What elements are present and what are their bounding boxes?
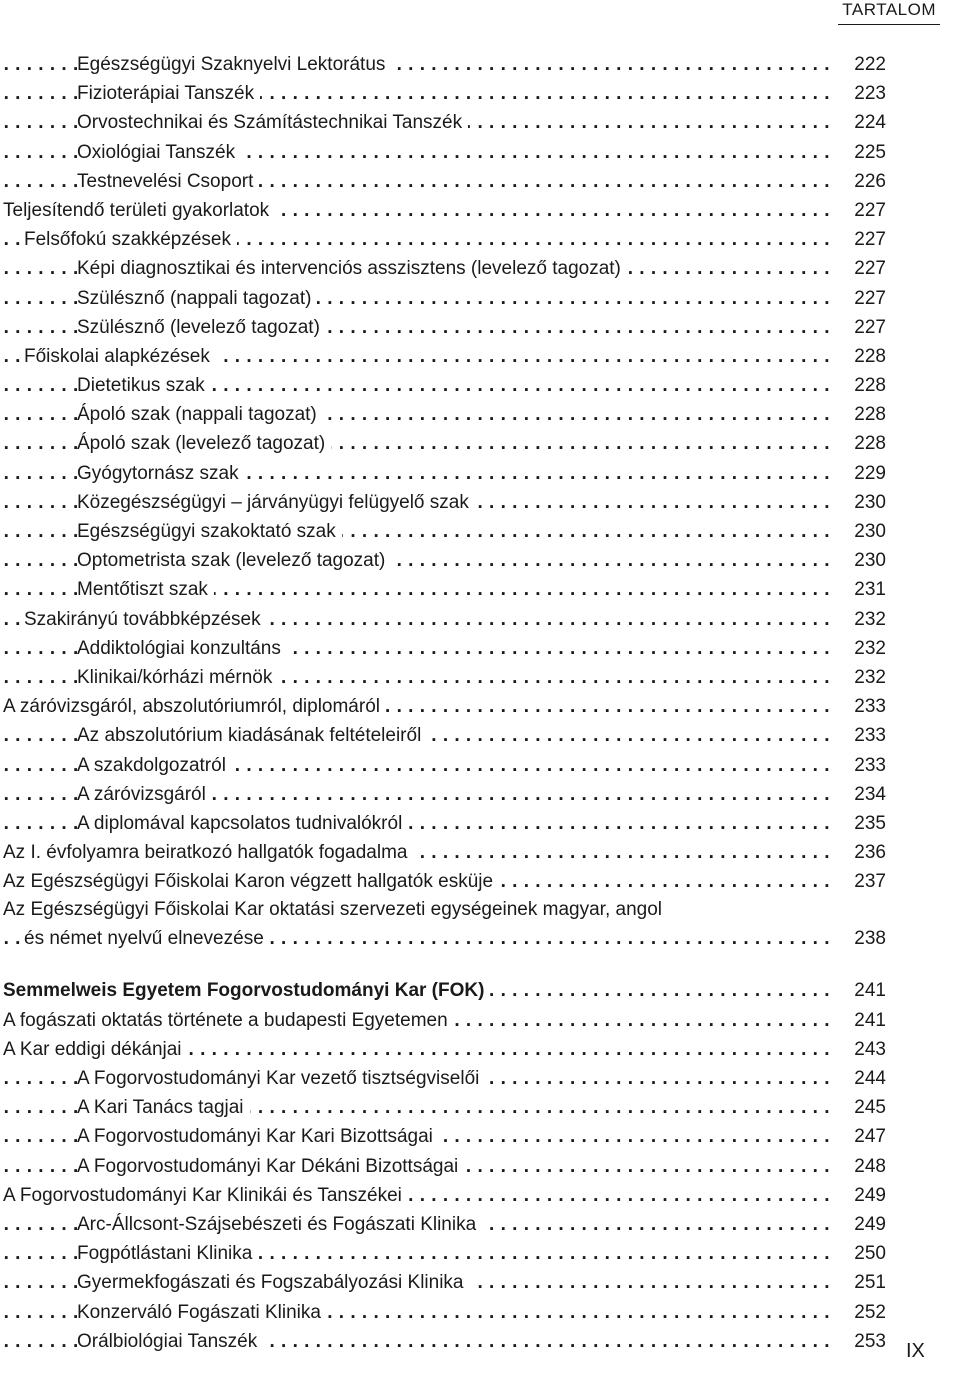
toc-entry-page: 232 [854,608,886,630]
toc-entry-label: Teljesítendő területi gyakorlatok [3,200,275,221]
dot-leader [0,429,830,458]
toc-entry-label: Orálbiológiai Tanszék [77,1331,263,1352]
toc-entry-page: 227 [854,287,886,309]
toc-entry-page: 223 [854,83,886,105]
toc-entry-page: 237 [854,871,886,893]
toc-entry[interactable] [0,488,886,517]
toc-entry-page: 231 [854,579,886,601]
toc-entry[interactable] [0,692,886,721]
dot-leader [0,1035,830,1064]
dot-leader [0,924,830,953]
toc-entry-label: A diplomával kapcsolatos tudnivalókról [77,813,408,834]
toc-entry-label: Addiktológiai konzultáns [77,638,287,659]
dot-leader [0,284,830,313]
dot-leader [0,575,830,604]
toc-entry-page: 222 [854,54,886,75]
toc-entry[interactable] [0,429,886,458]
toc-entry-page: 230 [854,521,886,542]
toc-entry-label: Az abszolutórium kiadásának feltételeiről [77,725,427,746]
toc-entry-label: Szülésznő (levelező tagozat) [77,317,326,338]
toc-entry-label: A Kari Tanács tagjai [77,1097,250,1118]
toc-entry-label: Az Egészségügyi Főiskolai Karon végzett hallgatók esküje [3,871,499,892]
toc-entry-page: 230 [854,550,886,572]
toc-entry[interactable] [0,751,886,780]
dot-leader [0,79,830,108]
toc-entry-label: Dietetikus szak [77,375,211,396]
dot-leader [0,1210,830,1239]
toc-entry-label: Konzerváló Fogászati Klinika [77,1302,327,1323]
toc-entry-page: 227 [854,229,886,251]
dot-leader [0,371,830,400]
toc-entry-label: Egészségügyi szakoktató szak [77,521,342,542]
dot-leader [0,751,830,780]
toc-entry-page: 236 [854,842,886,864]
toc-entry[interactable] [0,1181,886,1210]
toc-entry-page: 230 [854,491,886,513]
toc-entry[interactable] [0,459,886,488]
toc-entry-page: 241 [854,980,886,1002]
toc-entry-page: 227 [854,199,886,221]
dot-leader [0,1064,830,1093]
toc-entry-label: Testnevelési Csoport [77,171,259,192]
toc-entry-page: 234 [854,783,886,805]
toc-entry-multiline[interactable] [0,896,886,952]
toc-entry[interactable] [0,371,886,400]
dot-leader [0,108,830,137]
toc-entry-label: Orvostechnikai és Számítástechnikai Tanszék [77,112,468,133]
toc-entry[interactable] [0,976,886,1005]
dot-leader [0,663,830,692]
toc-entry-label: A szakdolgozatról [77,755,232,776]
toc-entry-label: A Fogorvostudományi Kar Kari Bizottságai [77,1126,439,1147]
toc-entry-label: A Fogorvostudományi Kar Klinikái és Tanszékei [3,1185,408,1206]
toc-entry-label: Oxiológiai Tanszék [77,142,241,163]
toc-entry[interactable] [0,79,886,108]
toc-entry-label: Fogpótlástani Klinika [77,1243,258,1264]
toc-entry[interactable] [0,809,886,838]
dot-leader [0,488,830,517]
dot-leader [0,1268,830,1297]
toc-entry-page: 224 [854,112,886,134]
toc-entry-page: 247 [854,1126,886,1148]
toc-entry[interactable] [0,225,886,254]
toc-entry[interactable] [0,50,886,79]
toc-entry-page: 228 [854,404,886,426]
dot-leader [0,225,830,254]
toc-entry[interactable] [0,546,886,575]
toc-entry[interactable] [0,575,886,604]
toc-entry-label: A záróvizsgáról [77,784,212,805]
dot-leader [0,1181,830,1210]
toc-entry-label: Arc-Állcsont-Szájsebészeti és Fogászati Klinika [77,1214,482,1235]
toc-entry-label: Klinikai/kórházi mérnök [77,667,278,688]
toc-entry[interactable] [0,1152,886,1181]
dot-leader [0,167,830,196]
dot-leader [0,867,830,896]
toc-entry[interactable] [0,254,886,283]
toc-entry[interactable] [0,867,886,896]
toc-entry-page: 226 [854,170,886,192]
toc-entry-label: Gyermekfogászati és Fogszabályozási Klinika [77,1272,470,1293]
toc-entry-page: 225 [854,141,886,163]
toc-entry-page: 250 [854,1243,886,1265]
dot-leader [0,1152,830,1181]
toc-entry-label: Egészségügyi Szaknyelvi Lektorátus [77,54,391,75]
toc-entry-page: 233 [854,725,886,747]
toc-entry[interactable] [0,108,886,137]
toc-entry[interactable] [0,1239,886,1268]
dot-leader [0,517,830,546]
table-of-contents [0,50,886,1356]
toc-entry-label: A Fogorvostudományi Kar Dékáni Bizottságai [77,1156,464,1177]
page-number: IX [906,1340,925,1362]
toc-entry-label: Szakirányú továbbképzések [24,609,267,630]
dot-leader [0,1239,830,1268]
toc-entry[interactable] [0,721,886,750]
toc-group-2 [0,976,886,1355]
toc-entry-page: 238 [854,928,886,950]
toc-entry[interactable] [0,1093,886,1122]
toc-entry[interactable] [0,342,886,371]
toc-group-1 [0,50,886,896]
toc-entry[interactable] [0,1298,886,1327]
toc-entry[interactable] [0,663,886,692]
toc-entry-label: A záróvizsgáról, abszolutóriumról, diplomáról [3,696,386,717]
dot-leader [0,838,830,867]
toc-entry-label: Optometrista szak (levelező tagozat) [77,550,391,571]
toc-entry[interactable] [0,1122,886,1151]
dot-leader [0,1093,830,1122]
toc-entry-label: Fizioterápiai Tanszék [77,83,260,104]
toc-entry-page: 243 [854,1038,886,1060]
toc-entry-label-line1: Az Egészségügyi Főiskolai Kar oktatási szervezeti egységeinek magyar, angol [3,899,663,921]
toc-entry[interactable] [0,1268,886,1297]
toc-entry[interactable] [0,605,886,634]
toc-entry-label: Az I. évfolyamra beiratkozó hallgatók fogadalma [3,842,414,863]
toc-entry-page: 244 [854,1068,886,1089]
toc-entry[interactable] [0,400,886,429]
toc-entry-page: 233 [854,696,886,718]
toc-entry[interactable] [0,196,886,225]
dot-leader [0,692,830,721]
toc-entry-label: Felsőfokú szakképzések [24,229,237,250]
dot-leader [0,138,830,167]
dot-leader [0,634,830,663]
dot-leader [0,1006,830,1035]
toc-entry-page: 228 [854,345,886,367]
dot-leader [0,605,830,634]
toc-entry[interactable] [0,780,886,809]
toc-entry[interactable] [0,1210,886,1239]
toc-entry-page: 249 [854,1213,886,1235]
section-tag: TARTALOM [838,0,940,25]
toc-entry-page: 252 [854,1301,886,1323]
toc-entry-page: 227 [854,258,886,280]
toc-entry[interactable] [0,838,886,867]
toc-entry[interactable] [0,1327,886,1356]
toc-entry-page: 232 [854,666,886,688]
toc-entry[interactable] [0,634,886,663]
toc-entry-page: 249 [854,1184,886,1206]
dot-leader [0,50,830,79]
dot-leader [0,546,830,575]
toc-entry-page: 241 [854,1009,886,1031]
toc-entry-page: 229 [854,462,886,484]
toc-entry-page: 228 [854,375,886,397]
toc-entry[interactable] [0,1006,886,1035]
dot-leader [0,196,830,225]
toc-entry-label: Ápoló szak (levelező tagozat) [77,433,331,454]
dot-leader [0,976,830,1005]
toc-entry[interactable] [0,284,886,313]
toc-entry-page: 235 [854,812,886,834]
section-spacer [0,952,886,976]
toc-entry-page: 245 [854,1097,886,1119]
dot-leader [0,1298,830,1327]
toc-entry[interactable] [0,138,886,167]
toc-entry[interactable] [0,313,886,342]
dot-leader [0,313,830,342]
toc-entry-label-line2: és német nyelvű elnevezése [24,928,270,949]
toc-entry[interactable] [0,167,886,196]
dot-leader [0,254,830,283]
toc-entry-label: Szülésznő (nappali tagozat) [77,288,317,309]
dot-leader [0,1327,830,1356]
toc-entry-label: Ápoló szak (nappali tagozat) [77,404,323,425]
toc-entry-label: Képi diagnosztikai és intervenciós asszisztens (levelező tagozat) [77,258,627,279]
toc-entry-label: A Fogorvostudományi Kar vezető tisztségviselői [77,1068,485,1089]
dot-leader [0,721,830,750]
toc-entry-label: Főiskolai alapkézések [24,346,216,367]
toc-entry-page: 227 [854,316,886,338]
toc-entry-label: Gyógytornász szak [77,463,245,484]
toc-entry[interactable] [0,1064,886,1093]
dot-leader [0,400,830,429]
toc-entry-label: A Kar eddigi dékánjai [3,1039,188,1060]
toc-entry-page: 253 [854,1330,886,1352]
toc-entry[interactable] [0,517,886,546]
toc-entry-page: 228 [854,433,886,455]
dot-leader [0,809,830,838]
dot-leader [0,1122,830,1151]
dot-leader [0,342,830,371]
toc-entry-label: Semmelweis Egyetem Fogorvostudományi Kar (FOK) [3,980,490,1001]
toc-entry-label: Mentőtiszt szak [77,579,214,600]
dot-leader [0,780,830,809]
toc-entry-page: 251 [854,1272,886,1294]
toc-entry-page: 233 [854,754,886,776]
toc-entry-page: 248 [854,1155,886,1177]
toc-entry-label: Közegészségügyi – járványügyi felügyelő szak [77,492,475,513]
dot-leader [0,459,830,488]
toc-entry-page: 232 [854,637,886,659]
toc-entry-label: A fogászati oktatás története a budapesti Egyetemen [3,1010,454,1031]
toc-entry[interactable] [0,1035,886,1064]
